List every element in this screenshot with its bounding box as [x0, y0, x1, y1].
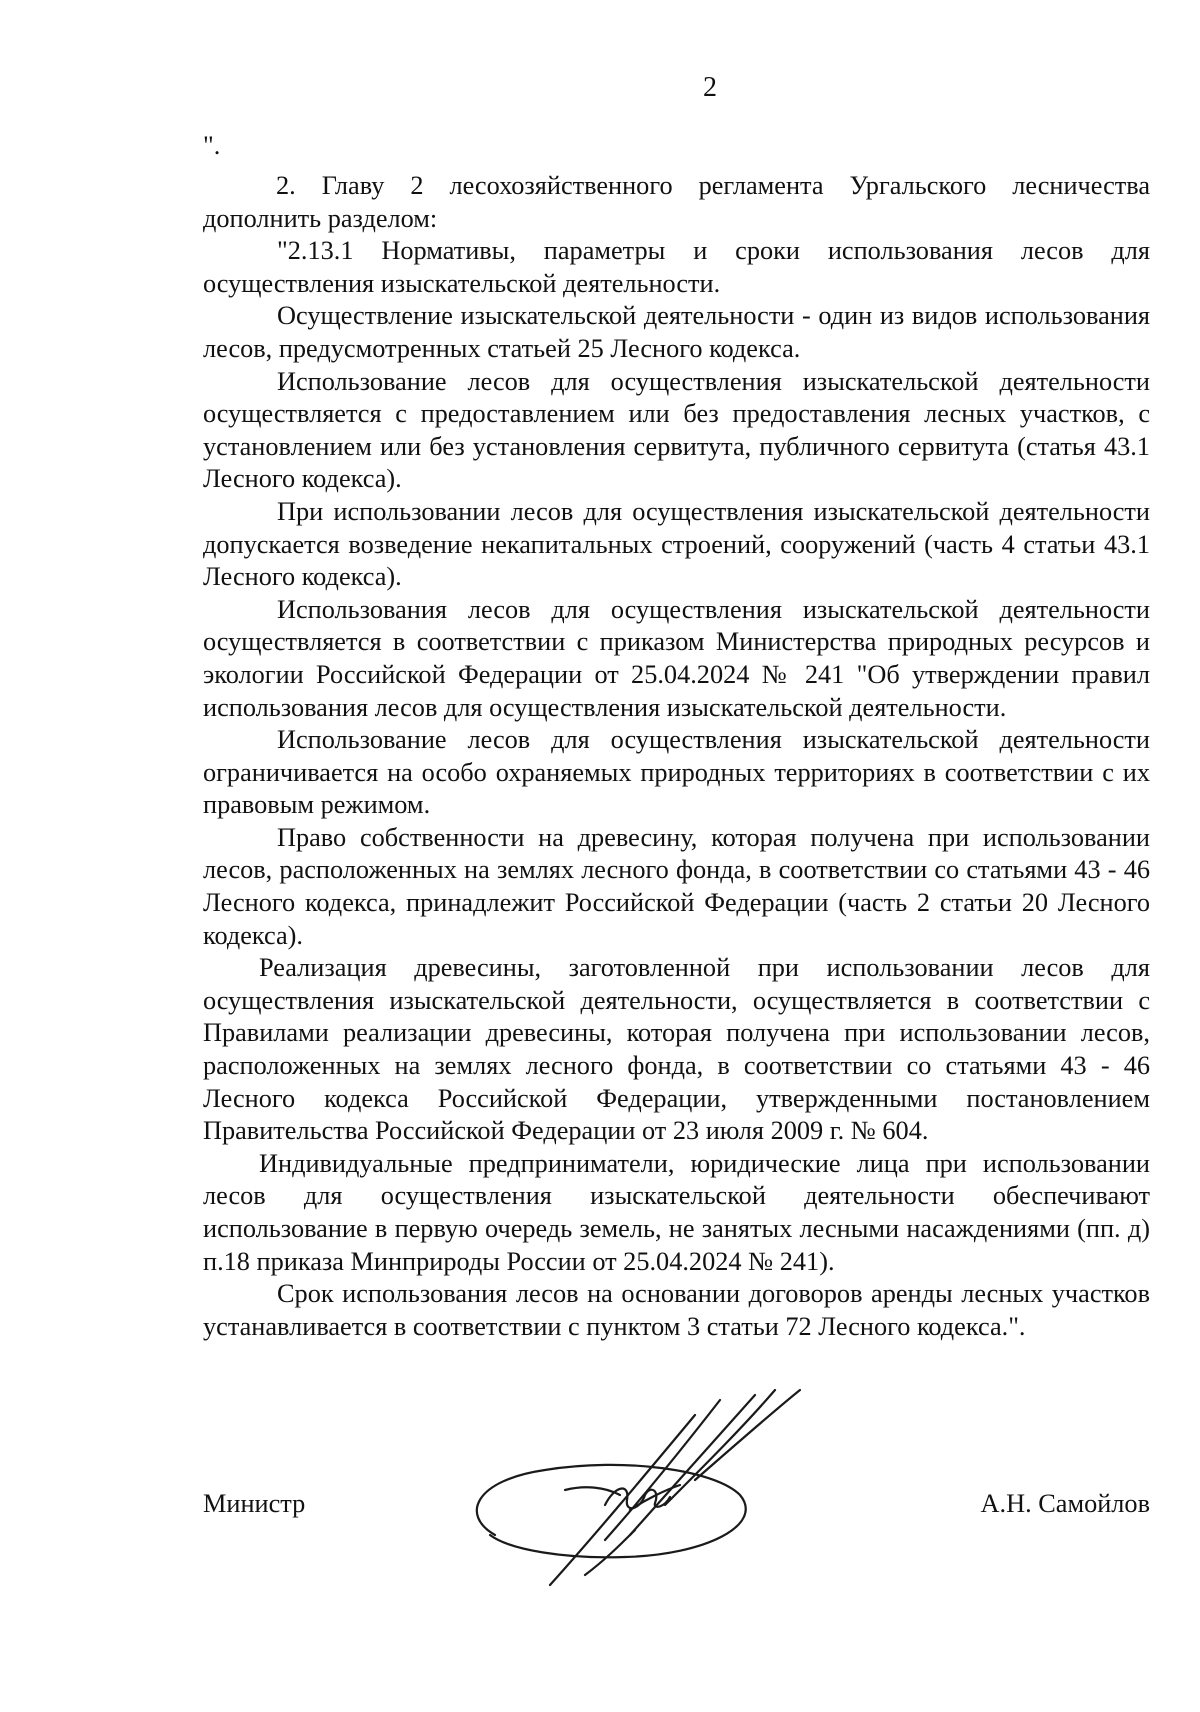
paragraph: Право собственности на древесину, которая получена при использовании лесов, расположенных на землях лесного фонда, в соответствии со статьями 43 - 46 Лесного кодекса, принадлежит Российской Федерации (часть 2 статьи 20 Лесного кодекса).	[203, 822, 1150, 950]
paragraph: Реализация древесины, заготовленной при использовании лесов для осуществления изыскательской деятельности, осуществляется в соответствии с Правилами реализации древесины, которая получена при использовании лесов, расположенных на землях лесного фонда, в соответствии со статьями 43 - 46 Лесного кодекса Российской Федерации, утвержденными постановлением Правительства Российской Федерации от 23 июля 2009 г. № 604.	[203, 953, 1150, 1146]
signatory-title: Министр	[203, 1489, 306, 1518]
page-number: 2	[703, 72, 717, 103]
paragraph: Использования лесов для осуществления изыскательской деятельности осуществляется в соответствии с приказом Министерства природных ресурсов и экологии Российской Федерации от 25.04.2024 № 241 "Об утверждении правил использования лесов для осуществления изыскательской деятельности.	[203, 594, 1150, 722]
section-heading: "2.13.1 Нормативы, параметры и сроки использования лесов для осуществления изыскательской деятельности.	[203, 236, 1150, 298]
closing-quote: ".	[203, 131, 221, 160]
paragraph: Индивидуальные предприниматели, юридические лица при использовании лесов для осуществления изыскательской деятельности обеспечивают использование в первую очередь земель, не занятых лесными насаждениями (пп. д) п.18 приказа Минприроды России от 25.04.2024 № 241).	[203, 1148, 1150, 1276]
paragraph: Использование лесов для осуществления изыскательской деятельности осуществляется с предоставлением или без предоставления лесных участков, с установлением или без установления сервитута, публичного сервитута (статья 43.1 Лесного кодекса).	[203, 366, 1150, 494]
signature-block	[203, 1488, 1150, 1528]
paragraph: Осуществление изыскательской деятельности - один из видов использования лесов, предусмотренных статьей 25 Лесного кодекса.	[203, 301, 1150, 363]
paragraph: Срок использования лесов на основании договоров аренды лесных участков устанавливается в соответствии с пунктом 3 статьи 72 Лесного кодекса.".	[203, 1279, 1150, 1341]
paragraph: Использование лесов для осуществления изыскательской деятельности ограничивается на особо охраняемых природных территориях в соответствии с их правовым режимом.	[203, 725, 1150, 820]
document-body	[203, 130, 1150, 1343]
paragraph: При использовании лесов для осуществления изыскательской деятельности допускается возведение некапитальных строений, сооружений (часть 4 статьи 43.1 Лесного кодекса).	[203, 496, 1150, 592]
signatory-name: А.Н. Самойлов	[980, 1489, 1150, 1518]
paragraph-item-2: 2. Главу 2 лесохозяйственного регламента Ургальского лесничества дополнить разделом:	[203, 171, 1150, 233]
